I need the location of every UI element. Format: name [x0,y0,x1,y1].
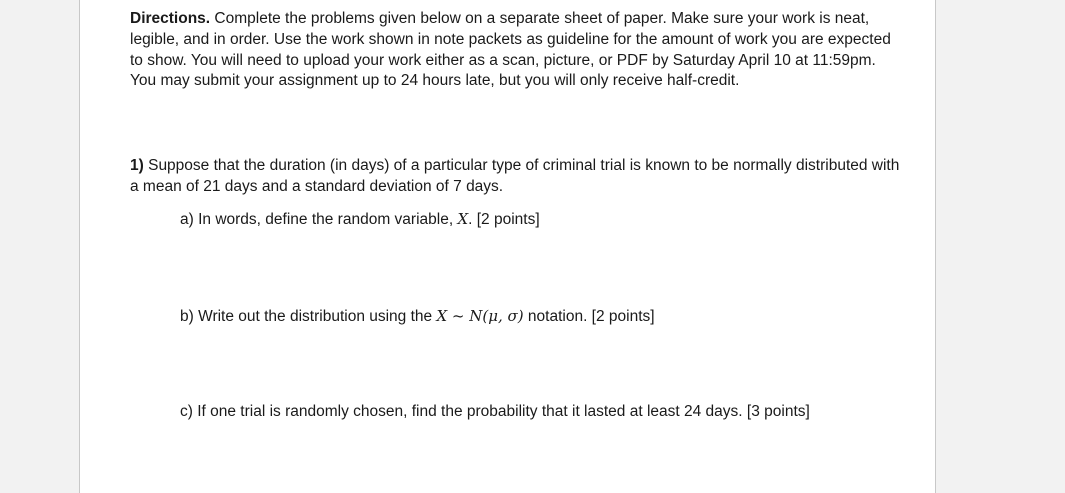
part-a-text-before: a) In words, define the random variable, [180,211,458,228]
problem-1-part-b [180,306,655,328]
part-c-text: c) If one trial is randomly chosen, find the probability that it lasted at least 24 days. [3 points] [180,403,810,420]
problem-1-text: Suppose that the duration (in days) of a particular type of criminal trial is known to be normally distributed with a mean of 21 days and a standard deviation of 7 days. [130,157,900,195]
part-a-text-after: . [2 points] [468,211,540,228]
directions-paragraph [130,9,900,92]
part-a-math: X [457,210,469,228]
part-b-text-before: b) Write out the distribution using the [180,308,437,325]
problem-1-statement [130,156,900,198]
part-b-math: X ~ N(μ, σ) [436,307,524,325]
document-page [79,0,936,493]
directions-text: Complete the problems given below on a separate sheet of paper. Make sure your work is neat, legible, and in order. Use the work shown in note packets as guideline for the amount of work you are expected to show. You will need to upload your work either as a scan, picture, or PDF by Saturday April 10 at 11:59pm. You may submit your assignment up to 24 hours late, but you will only receive half-credit. [130,10,891,90]
part-b-text-after: notation. [2 points] [523,308,655,325]
directions-label: Directions. [130,10,211,27]
problem-1-part-c [180,402,810,423]
problem-1-part-a [180,209,540,231]
problem-1-number: 1) [130,157,144,174]
